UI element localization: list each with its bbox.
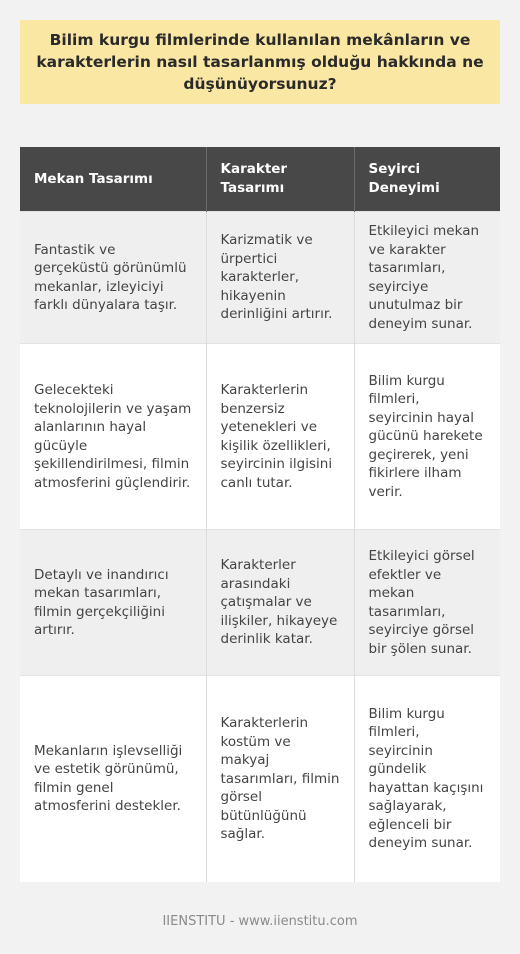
table-cell: Mekanların işlevselliği ve estetik görünümü, filmin genel atmosferini destekler. xyxy=(20,676,206,882)
table-cell: Karizmatik ve ürpertici karakterler, hikayenin derinliğini artırır. xyxy=(206,212,354,344)
table-header-row xyxy=(20,147,500,212)
comparison-table xyxy=(20,147,500,882)
table-cell: Bilim kurgu filmleri, seyircinin hayal gücünü harekete geçirerek, yeni fikirlere ilham verir. xyxy=(354,344,500,530)
table-cell: Fantastik ve gerçeküstü görünümlü mekanlar, izleyiciyi farklı dünyalara taşır. xyxy=(20,212,206,344)
page-title: Bilim kurgu filmlerinde kullanılan mekânların ve karakterlerin nasıl tasarlanmış olduğu hakkında ne düşünüyorsunuz? xyxy=(36,31,484,93)
header-seyirci-deneyimi: Seyirci Deneyimi xyxy=(354,147,500,212)
header-karakter-tasarimi: Karakter Tasarımı xyxy=(206,147,354,212)
table-cell: Bilim kurgu filmleri, seyircinin gündelik hayattan kaçışını sağlayarak, eğlenceli bir deneyim sunar. xyxy=(354,676,500,882)
footer-credit: IIENSTITU - www.iienstitu.com xyxy=(162,914,358,929)
table-row xyxy=(20,676,500,882)
table-row xyxy=(20,344,500,530)
table-cell: Etkileyici görsel efektler ve mekan tasarımları, seyirciye görsel bir şölen sunar. xyxy=(354,530,500,676)
table-row xyxy=(20,212,500,344)
table-cell: Karakterlerin benzersiz yetenekleri ve kişilik özellikleri, seyircinin ilgisini canlı tutar. xyxy=(206,344,354,530)
table-cell: Karakterlerin kostüm ve makyaj tasarımları, filmin görsel bütünlüğünü sağlar. xyxy=(206,676,354,882)
table-row xyxy=(20,530,500,676)
header-mekan-tasarimi: Mekan Tasarımı xyxy=(20,147,206,212)
table-cell: Karakterler arasındaki çatışmalar ve ilişkiler, hikayeye derinlik katar. xyxy=(206,530,354,676)
table-cell: Gelecekteki teknolojilerin ve yaşam alanlarının hayal gücüyle şekillendirilmesi, filmin atmosferini güçlendirir. xyxy=(20,344,206,530)
table-cell: Detaylı ve inandırıcı mekan tasarımları, filmin gerçekçiliğini artırır. xyxy=(20,530,206,676)
table-cell: Etkileyici mekan ve karakter tasarımları, seyirciye unutulmaz bir deneyim sunar. xyxy=(354,212,500,344)
title-banner xyxy=(20,20,500,104)
